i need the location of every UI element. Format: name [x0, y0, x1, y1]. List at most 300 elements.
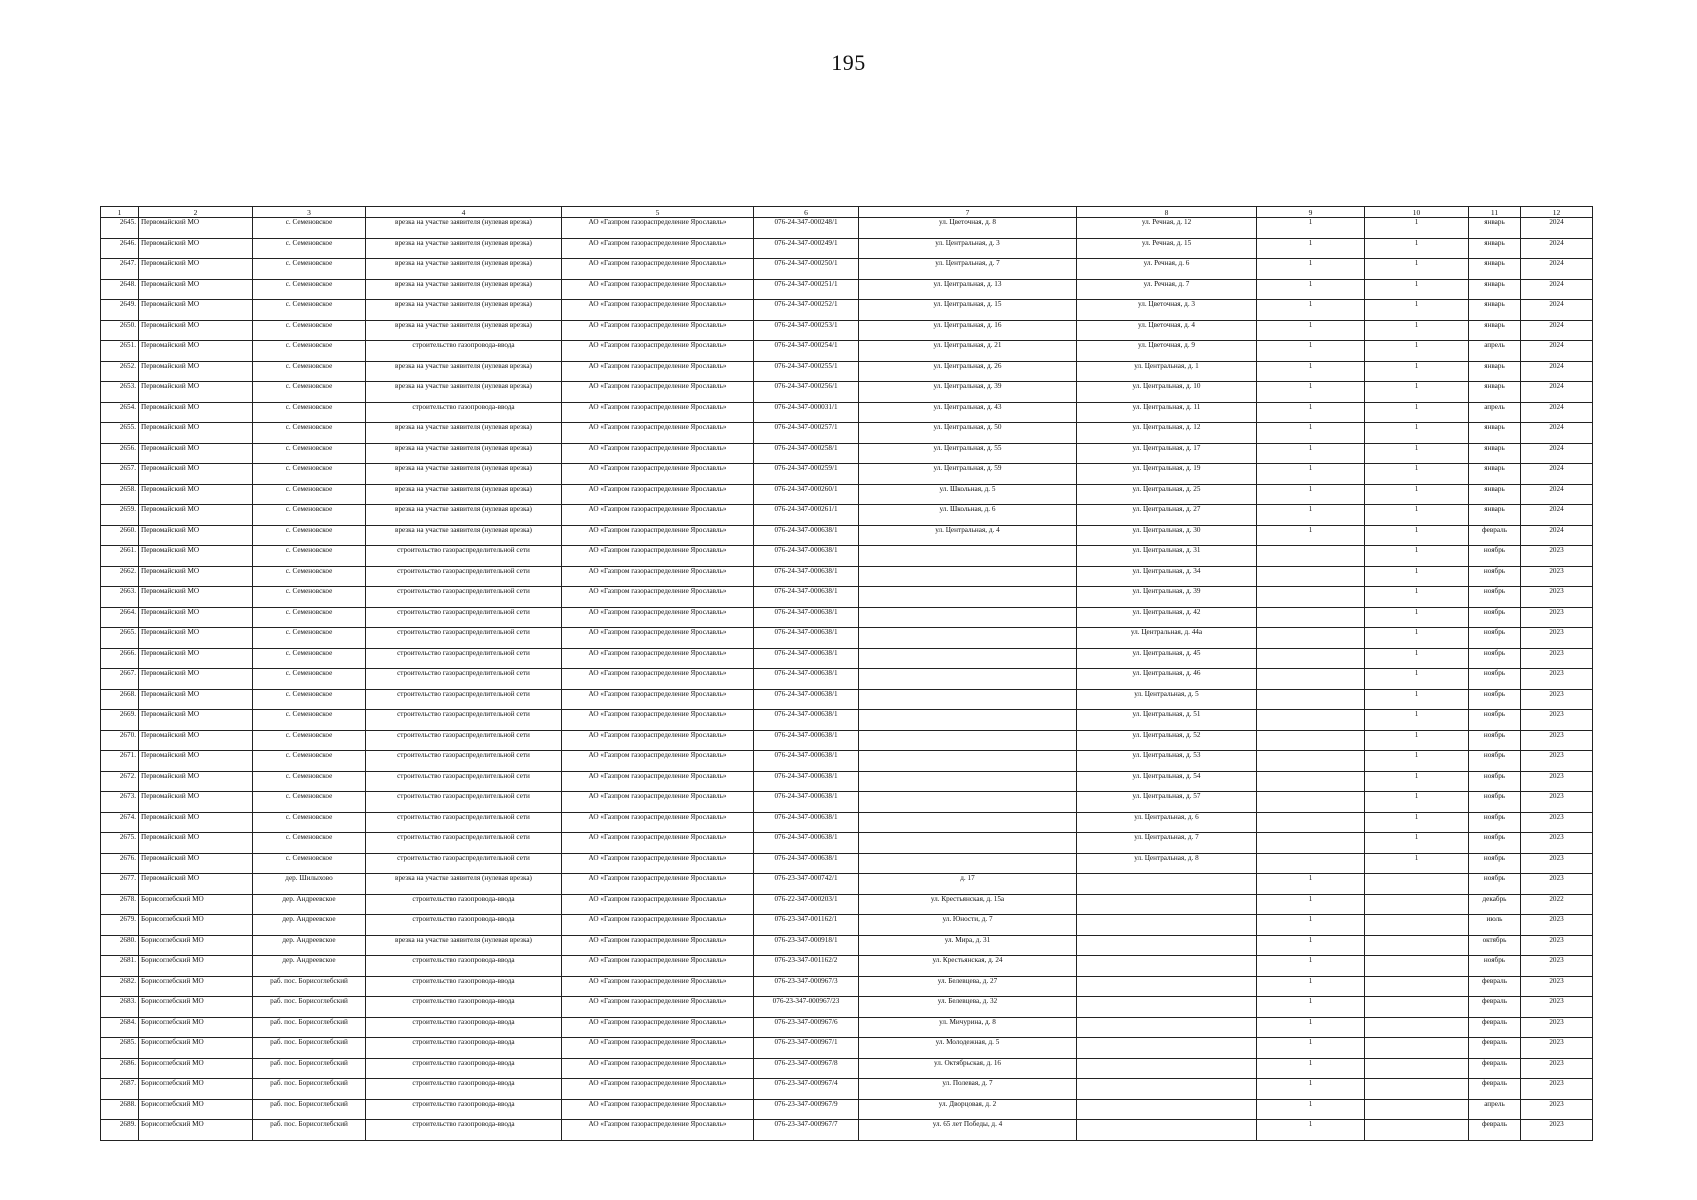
table-cell-col-12: 2023 — [1521, 1099, 1593, 1120]
column-header-1: 1 — [101, 207, 139, 218]
table-row — [101, 402, 1593, 423]
column-header-10: 10 — [1365, 207, 1469, 218]
table-cell-col-2: Борисоглебский МО — [139, 1099, 253, 1120]
table-cell-col-10 — [1365, 997, 1469, 1018]
table-cell-col-10: 1 — [1365, 464, 1469, 485]
table-row — [101, 976, 1593, 997]
table-cell-col-12: 2024 — [1521, 341, 1593, 362]
table-cell-col-10: 1 — [1365, 484, 1469, 505]
table-cell-col-6: 076-24-347-000638/1 — [754, 525, 859, 546]
table-cell-col-3: с. Семеновское — [253, 300, 366, 321]
table-cell-col-8 — [1077, 997, 1257, 1018]
table-cell-col-3: с. Семеновское — [253, 484, 366, 505]
table-cell-col-10: 1 — [1365, 361, 1469, 382]
table-cell-col-9: 1 — [1257, 443, 1365, 464]
table-cell-col-4: строительство газораспределительной сети — [366, 628, 562, 649]
table-cell-col-7: ул. Мичурина, д. 8 — [859, 1017, 1077, 1038]
table-cell-col-7 — [859, 792, 1077, 813]
table-cell-col-3: с. Семеновское — [253, 525, 366, 546]
table-cell-col-5: АО «Газпром газораспределение Ярославль» — [562, 546, 754, 567]
table-cell-col-9: 1 — [1257, 300, 1365, 321]
table-cell-col-6: 076-22-347-000203/1 — [754, 894, 859, 915]
table-row — [101, 853, 1593, 874]
table-cell-col-12: 2023 — [1521, 915, 1593, 936]
table-row — [101, 935, 1593, 956]
table-cell-col-2: Борисоглебский МО — [139, 915, 253, 936]
table-cell-col-12: 2023 — [1521, 669, 1593, 690]
table-cell-col-8: ул. Центральная, д. 39 — [1077, 587, 1257, 608]
table-cell-col-8 — [1077, 894, 1257, 915]
table-cell-col-1: 2686. — [101, 1058, 139, 1079]
table-row — [101, 956, 1593, 977]
table-cell-col-10: 1 — [1365, 505, 1469, 526]
table-cell-col-6: 076-23-347-000967/7 — [754, 1120, 859, 1141]
table-cell-col-12: 2023 — [1521, 1017, 1593, 1038]
table-cell-col-9: 1 — [1257, 218, 1365, 239]
table-cell-col-5: АО «Газпром газораспределение Ярославль» — [562, 1120, 754, 1141]
table-cell-col-5: АО «Газпром газораспределение Ярославль» — [562, 361, 754, 382]
table-cell-col-2: Первомайский МО — [139, 341, 253, 362]
table-cell-col-2: Первомайский МО — [139, 259, 253, 280]
table-cell-col-1: 2654. — [101, 402, 139, 423]
table-cell-col-4: врезка на участке заявителя (нулевая врезка) — [366, 361, 562, 382]
table-cell-col-7 — [859, 771, 1077, 792]
table-cell-col-6: 076-24-347-000257/1 — [754, 423, 859, 444]
table-cell-col-12: 2023 — [1521, 546, 1593, 567]
table-cell-col-2: Первомайский МО — [139, 382, 253, 403]
table-cell-col-2: Борисоглебский МО — [139, 956, 253, 977]
table-cell-col-2: Первомайский МО — [139, 669, 253, 690]
table-cell-col-1: 2645. — [101, 218, 139, 239]
table-cell-col-5: АО «Газпром газораспределение Ярославль» — [562, 812, 754, 833]
table-cell-col-2: Борисоглебский МО — [139, 894, 253, 915]
table-cell-col-1: 2659. — [101, 505, 139, 526]
table-cell-col-5: АО «Газпром газораспределение Ярославль» — [562, 628, 754, 649]
table-cell-col-11: ноябрь — [1469, 566, 1521, 587]
table-cell-col-6: 076-24-347-000252/1 — [754, 300, 859, 321]
table-cell-col-9: 1 — [1257, 238, 1365, 259]
table-cell-col-2: Первомайский МО — [139, 730, 253, 751]
table-cell-col-5: АО «Газпром газораспределение Ярославль» — [562, 894, 754, 915]
table-cell-col-3: с. Семеновское — [253, 320, 366, 341]
table-cell-col-10: 1 — [1365, 546, 1469, 567]
table-cell-col-7: ул. Центральная, д. 3 — [859, 238, 1077, 259]
table-cell-col-5: АО «Газпром газораспределение Ярославль» — [562, 402, 754, 423]
table-cell-col-2: Первомайский МО — [139, 505, 253, 526]
table-cell-col-12: 2023 — [1521, 587, 1593, 608]
table-cell-col-12: 2023 — [1521, 935, 1593, 956]
table-row — [101, 1017, 1593, 1038]
table-cell-col-10: 1 — [1365, 792, 1469, 813]
table-cell-col-11: апрель — [1469, 1099, 1521, 1120]
table-cell-col-7: ул. Центральная, д. 50 — [859, 423, 1077, 444]
table-cell-col-3: с. Семеновское — [253, 546, 366, 567]
table-cell-col-7 — [859, 853, 1077, 874]
table-cell-col-3: с. Семеновское — [253, 792, 366, 813]
table-cell-col-10: 1 — [1365, 218, 1469, 239]
table-cell-col-1: 2680. — [101, 935, 139, 956]
table-cell-col-9: 1 — [1257, 382, 1365, 403]
table-cell-col-12: 2024 — [1521, 259, 1593, 280]
table-cell-col-7: ул. Школьная, д. 5 — [859, 484, 1077, 505]
table-cell-col-3: раб. пос. Борисоглебский — [253, 1017, 366, 1038]
table-cell-col-1: 2660. — [101, 525, 139, 546]
table-cell-col-12: 2024 — [1521, 443, 1593, 464]
table-cell-col-2: Первомайский МО — [139, 464, 253, 485]
table-cell-col-10: 1 — [1365, 279, 1469, 300]
table-cell-col-5: АО «Газпром газораспределение Ярославль» — [562, 853, 754, 874]
table-cell-col-2: Первомайский МО — [139, 279, 253, 300]
table-cell-col-8: ул. Центральная, д. 42 — [1077, 607, 1257, 628]
table-cell-col-1: 2661. — [101, 546, 139, 567]
table-cell-col-9: 1 — [1257, 997, 1365, 1018]
table-cell-col-7 — [859, 812, 1077, 833]
table-cell-col-5: АО «Газпром газораспределение Ярославль» — [562, 320, 754, 341]
table-cell-col-6: 076-24-347-000260/1 — [754, 484, 859, 505]
table-cell-col-6: 076-24-347-000254/1 — [754, 341, 859, 362]
table-cell-col-8: ул. Центральная, д. 17 — [1077, 443, 1257, 464]
table-cell-col-5: АО «Газпром газораспределение Ярославль» — [562, 751, 754, 772]
table-cell-col-4: строительство газопровода-ввода — [366, 894, 562, 915]
column-header-4: 4 — [366, 207, 562, 218]
table-cell-col-8: ул. Центральная, д. 5 — [1077, 689, 1257, 710]
table-cell-col-1: 2681. — [101, 956, 139, 977]
table-cell-col-4: строительство газопровода-ввода — [366, 976, 562, 997]
table-cell-col-9 — [1257, 833, 1365, 854]
table-row — [101, 300, 1593, 321]
table-cell-col-1: 2674. — [101, 812, 139, 833]
table-cell-col-6: 076-23-347-000967/23 — [754, 997, 859, 1018]
table-cell-col-9 — [1257, 689, 1365, 710]
table-cell-col-4: строительство газопровода-ввода — [366, 1017, 562, 1038]
table-cell-col-10: 1 — [1365, 607, 1469, 628]
table-cell-col-10 — [1365, 894, 1469, 915]
table-cell-col-11: ноябрь — [1469, 792, 1521, 813]
table-header-row — [101, 207, 1593, 218]
table-cell-col-1: 2666. — [101, 648, 139, 669]
table-cell-col-4: врезка на участке заявителя (нулевая врезка) — [366, 484, 562, 505]
table-cell-col-3: с. Семеновское — [253, 423, 366, 444]
table-cell-col-2: Борисоглебский МО — [139, 1038, 253, 1059]
table-cell-col-12: 2023 — [1521, 751, 1593, 772]
table-cell-col-4: строительство газораспределительной сети — [366, 607, 562, 628]
table-cell-col-4: строительство газораспределительной сети — [366, 710, 562, 731]
table-cell-col-1: 2685. — [101, 1038, 139, 1059]
table-cell-col-5: АО «Газпром газораспределение Ярославль» — [562, 566, 754, 587]
column-header-3: 3 — [253, 207, 366, 218]
table-row — [101, 915, 1593, 936]
table-cell-col-11: ноябрь — [1469, 730, 1521, 751]
table-cell-col-9: 1 — [1257, 279, 1365, 300]
table-cell-col-4: врезка на участке заявителя (нулевая врезка) — [366, 874, 562, 895]
column-header-6: 6 — [754, 207, 859, 218]
table-cell-col-1: 2678. — [101, 894, 139, 915]
table-cell-col-6: 076-24-347-000638/1 — [754, 751, 859, 772]
table-cell-col-12: 2023 — [1521, 771, 1593, 792]
table-row — [101, 710, 1593, 731]
table-cell-col-1: 2665. — [101, 628, 139, 649]
table-cell-col-7: ул. Молодежная, д. 5 — [859, 1038, 1077, 1059]
table-cell-col-10: 1 — [1365, 853, 1469, 874]
table-cell-col-6: 076-24-347-000258/1 — [754, 443, 859, 464]
table-cell-col-8: ул. Речная, д. 7 — [1077, 279, 1257, 300]
table-row — [101, 361, 1593, 382]
table-cell-col-11: январь — [1469, 505, 1521, 526]
table-cell-col-10: 1 — [1365, 443, 1469, 464]
table-cell-col-9 — [1257, 628, 1365, 649]
table-cell-col-3: с. Семеновское — [253, 751, 366, 772]
column-header-5: 5 — [562, 207, 754, 218]
table-cell-col-6: 076-24-347-000638/1 — [754, 669, 859, 690]
table-cell-col-8 — [1077, 1038, 1257, 1059]
table-cell-col-3: дер. Андреевское — [253, 935, 366, 956]
table-cell-col-1: 2655. — [101, 423, 139, 444]
table-cell-col-6: 076-24-347-000248/1 — [754, 218, 859, 239]
table-cell-col-3: раб. пос. Борисоглебский — [253, 1058, 366, 1079]
table-cell-col-4: строительство газопровода-ввода — [366, 997, 562, 1018]
table-cell-col-7: ул. Центральная, д. 43 — [859, 402, 1077, 423]
table-cell-col-12: 2023 — [1521, 1058, 1593, 1079]
table-cell-col-9: 1 — [1257, 423, 1365, 444]
table-cell-col-8 — [1077, 1017, 1257, 1038]
table-cell-col-2: Первомайский МО — [139, 238, 253, 259]
table-cell-col-6: 076-23-347-000967/4 — [754, 1079, 859, 1100]
table-cell-col-5: АО «Газпром газораспределение Ярославль» — [562, 669, 754, 690]
table-cell-col-11: ноябрь — [1469, 546, 1521, 567]
table-cell-col-1: 2673. — [101, 792, 139, 813]
table-row — [101, 771, 1593, 792]
table-cell-col-6: 076-24-347-000638/1 — [754, 710, 859, 731]
table-cell-col-3: с. Семеновское — [253, 730, 366, 751]
table-cell-col-9: 1 — [1257, 525, 1365, 546]
table-cell-col-5: АО «Газпром газораспределение Ярославль» — [562, 956, 754, 977]
table-cell-col-11: февраль — [1469, 525, 1521, 546]
table-cell-col-6: 076-24-347-000249/1 — [754, 238, 859, 259]
table-cell-col-9: 1 — [1257, 259, 1365, 280]
table-cell-col-3: с. Семеновское — [253, 833, 366, 854]
table-cell-col-6: 076-23-347-000742/1 — [754, 874, 859, 895]
table-cell-col-10: 1 — [1365, 628, 1469, 649]
table-cell-col-3: дер. Андреевское — [253, 956, 366, 977]
table-row — [101, 505, 1593, 526]
table-cell-col-11: январь — [1469, 320, 1521, 341]
table-cell-col-3: с. Семеновское — [253, 238, 366, 259]
table-cell-col-8: ул. Центральная, д. 19 — [1077, 464, 1257, 485]
table-cell-col-11: июль — [1469, 915, 1521, 936]
table-cell-col-7 — [859, 689, 1077, 710]
table-cell-col-6: 076-24-347-000255/1 — [754, 361, 859, 382]
table-cell-col-11: ноябрь — [1469, 771, 1521, 792]
table-cell-col-8 — [1077, 976, 1257, 997]
table-cell-col-12: 2023 — [1521, 792, 1593, 813]
table-cell-col-2: Первомайский МО — [139, 792, 253, 813]
table-cell-col-10: 1 — [1365, 812, 1469, 833]
table-cell-col-3: с. Семеновское — [253, 218, 366, 239]
table-cell-col-3: раб. пос. Борисоглебский — [253, 976, 366, 997]
table-cell-col-7: ул. Крестьянская, д. 24 — [859, 956, 1077, 977]
table-cell-col-3: с. Семеновское — [253, 505, 366, 526]
table-cell-col-11: январь — [1469, 484, 1521, 505]
table-cell-col-9: 1 — [1257, 1058, 1365, 1079]
table-cell-col-8: ул. Центральная, д. 6 — [1077, 812, 1257, 833]
table-cell-col-5: АО «Газпром газораспределение Ярославль» — [562, 484, 754, 505]
table-cell-col-11: ноябрь — [1469, 874, 1521, 895]
table-cell-col-8 — [1077, 1120, 1257, 1141]
table-cell-col-8 — [1077, 935, 1257, 956]
table-cell-col-1: 2670. — [101, 730, 139, 751]
table-cell-col-7: ул. Крестьянская, д. 15а — [859, 894, 1077, 915]
table-cell-col-6: 076-23-347-000967/3 — [754, 976, 859, 997]
table-row — [101, 730, 1593, 751]
table-cell-col-1: 2676. — [101, 853, 139, 874]
table-cell-col-8: ул. Центральная, д. 46 — [1077, 669, 1257, 690]
table-cell-col-11: декабрь — [1469, 894, 1521, 915]
table-cell-col-11: январь — [1469, 382, 1521, 403]
table-cell-col-10 — [1365, 915, 1469, 936]
table-cell-col-3: с. Семеновское — [253, 382, 366, 403]
table-row — [101, 1058, 1593, 1079]
table-cell-col-4: строительство газопровода-ввода — [366, 402, 562, 423]
table-cell-col-10: 1 — [1365, 669, 1469, 690]
table-cell-col-12: 2023 — [1521, 812, 1593, 833]
column-header-7: 7 — [859, 207, 1077, 218]
table-cell-col-4: врезка на участке заявителя (нулевая врезка) — [366, 505, 562, 526]
table-row — [101, 997, 1593, 1018]
table-row — [101, 382, 1593, 403]
table-cell-col-5: АО «Газпром газораспределение Ярославль» — [562, 792, 754, 813]
table-cell-col-9 — [1257, 607, 1365, 628]
table-cell-col-11: январь — [1469, 238, 1521, 259]
table-cell-col-5: АО «Газпром газораспределение Ярославль» — [562, 259, 754, 280]
table-cell-col-10: 1 — [1365, 320, 1469, 341]
table-row — [101, 423, 1593, 444]
table-cell-col-3: с. Семеновское — [253, 689, 366, 710]
table-cell-col-1: 2677. — [101, 874, 139, 895]
table-cell-col-7: ул. Центральная, д. 59 — [859, 464, 1077, 485]
table-cell-col-10 — [1365, 976, 1469, 997]
table-cell-col-7 — [859, 648, 1077, 669]
table-cell-col-4: строительство газораспределительной сети — [366, 669, 562, 690]
column-header-9: 9 — [1257, 207, 1365, 218]
table-cell-col-5: АО «Газпром газораспределение Ярославль» — [562, 1079, 754, 1100]
table-cell-col-9: 1 — [1257, 1079, 1365, 1100]
table-cell-col-7: ул. Центральная, д. 21 — [859, 341, 1077, 362]
table-cell-col-8 — [1077, 956, 1257, 977]
table-cell-col-7: ул. Белевцева, д. 32 — [859, 997, 1077, 1018]
table-cell-col-3: с. Семеновское — [253, 464, 366, 485]
table-cell-col-9: 1 — [1257, 894, 1365, 915]
table-cell-col-11: ноябрь — [1469, 648, 1521, 669]
table-cell-col-2: Первомайский МО — [139, 833, 253, 854]
table-cell-col-5: АО «Газпром газораспределение Ярославль» — [562, 935, 754, 956]
table-row — [101, 874, 1593, 895]
table-cell-col-11: ноябрь — [1469, 669, 1521, 690]
table-cell-col-11: февраль — [1469, 1017, 1521, 1038]
table-row — [101, 484, 1593, 505]
table-cell-col-7 — [859, 710, 1077, 731]
table-cell-col-9: 1 — [1257, 956, 1365, 977]
table-cell-col-1: 2652. — [101, 361, 139, 382]
table-cell-col-8: ул. Центральная, д. 7 — [1077, 833, 1257, 854]
table-cell-col-2: Первомайский МО — [139, 648, 253, 669]
table-cell-col-7 — [859, 628, 1077, 649]
table-cell-col-2: Первомайский МО — [139, 751, 253, 772]
table-cell-col-1: 2653. — [101, 382, 139, 403]
table-cell-col-11: февраль — [1469, 1038, 1521, 1059]
table-cell-col-12: 2023 — [1521, 648, 1593, 669]
table-cell-col-12: 2023 — [1521, 628, 1593, 649]
table-cell-col-6: 076-24-347-000638/1 — [754, 648, 859, 669]
table-cell-col-5: АО «Газпром газораспределение Ярославль» — [562, 771, 754, 792]
table-cell-col-11: февраль — [1469, 1120, 1521, 1141]
table-row — [101, 607, 1593, 628]
table-cell-col-9: 1 — [1257, 320, 1365, 341]
table-cell-col-12: 2023 — [1521, 607, 1593, 628]
table-cell-col-9: 1 — [1257, 1120, 1365, 1141]
table-cell-col-1: 2671. — [101, 751, 139, 772]
table-cell-col-6: 076-24-347-000261/1 — [754, 505, 859, 526]
table-row — [101, 218, 1593, 239]
table-cell-col-3: дер. Андреевское — [253, 894, 366, 915]
table-body — [101, 218, 1593, 1141]
table-cell-col-4: строительство газопровода-ввода — [366, 1120, 562, 1141]
table-cell-col-4: врезка на участке заявителя (нулевая врезка) — [366, 382, 562, 403]
table-cell-col-10 — [1365, 1099, 1469, 1120]
table-cell-col-5: АО «Газпром газораспределение Ярославль» — [562, 833, 754, 854]
table-cell-col-7: ул. Полевая, д. 7 — [859, 1079, 1077, 1100]
table-cell-col-10 — [1365, 935, 1469, 956]
table-cell-col-10: 1 — [1365, 648, 1469, 669]
table-cell-col-11: январь — [1469, 300, 1521, 321]
table-cell-col-11: ноябрь — [1469, 812, 1521, 833]
table-cell-col-12: 2024 — [1521, 484, 1593, 505]
table-cell-col-6: 076-24-347-000638/1 — [754, 587, 859, 608]
table-cell-col-10: 1 — [1365, 833, 1469, 854]
table-cell-col-11: ноябрь — [1469, 956, 1521, 977]
table-cell-col-7: ул. Центральная, д. 55 — [859, 443, 1077, 464]
table-row — [101, 648, 1593, 669]
table-cell-col-11: февраль — [1469, 997, 1521, 1018]
table-cell-col-3: с. Семеновское — [253, 607, 366, 628]
table-cell-col-3: раб. пос. Борисоглебский — [253, 1079, 366, 1100]
table-cell-col-1: 2657. — [101, 464, 139, 485]
table-row — [101, 669, 1593, 690]
table-cell-col-3: с. Семеновское — [253, 402, 366, 423]
table-cell-col-11: ноябрь — [1469, 710, 1521, 731]
table-cell-col-9: 1 — [1257, 505, 1365, 526]
table-cell-col-8 — [1077, 1079, 1257, 1100]
table-cell-col-12: 2024 — [1521, 218, 1593, 239]
table-cell-col-4: врезка на участке заявителя (нулевая врезка) — [366, 259, 562, 280]
table-cell-col-3: с. Семеновское — [253, 628, 366, 649]
table-cell-col-8: ул. Центральная, д. 57 — [1077, 792, 1257, 813]
table-cell-col-4: строительство газораспределительной сети — [366, 689, 562, 710]
table-cell-col-5: АО «Газпром газораспределение Ярославль» — [562, 464, 754, 485]
table-cell-col-9 — [1257, 648, 1365, 669]
gasification-table — [100, 206, 1593, 1141]
table-cell-col-11: январь — [1469, 443, 1521, 464]
table-row — [101, 792, 1593, 813]
table-cell-col-12: 2024 — [1521, 361, 1593, 382]
table-cell-col-8: ул. Речная, д. 15 — [1077, 238, 1257, 259]
table-cell-col-6: 076-24-347-000638/1 — [754, 628, 859, 649]
table-cell-col-4: врезка на участке заявителя (нулевая врезка) — [366, 300, 562, 321]
table-cell-col-3: с. Семеновское — [253, 587, 366, 608]
table-cell-col-6: 076-24-347-000638/1 — [754, 792, 859, 813]
table-cell-col-2: Первомайский МО — [139, 546, 253, 567]
table-cell-col-7: ул. Центральная, д. 13 — [859, 279, 1077, 300]
table-cell-col-3: раб. пос. Борисоглебский — [253, 997, 366, 1018]
